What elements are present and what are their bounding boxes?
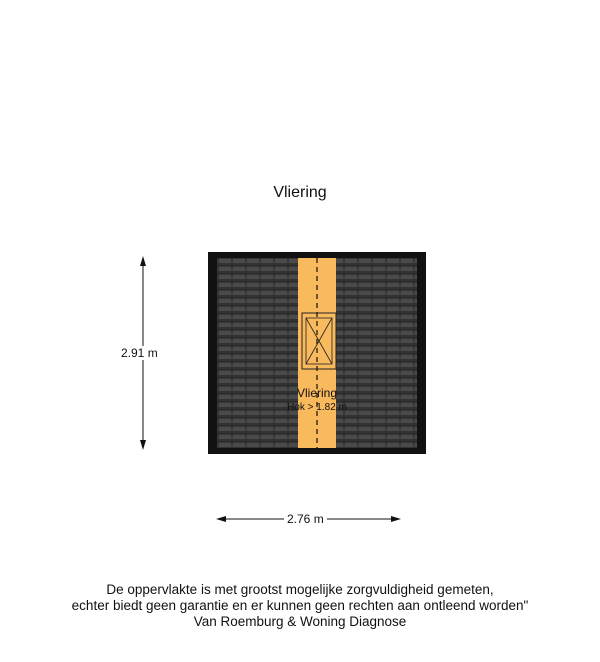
floor-title: Vliering bbox=[273, 184, 327, 201]
disclaimer bbox=[0, 582, 600, 630]
disclaimer-line-1: De oppervlakte is met grootst mogelijke zorgvuldigheid gemeten, bbox=[106, 582, 494, 597]
width-dimension-label: 2.76 m bbox=[284, 512, 327, 526]
room-name-label: Vliering bbox=[296, 386, 338, 400]
room-height-note: Hok > 1.82 m bbox=[287, 402, 347, 413]
disclaimer-line-2: echter biedt geen garantie en er kunnen geen rechten aan ontleend worden" bbox=[71, 598, 529, 613]
height-dimension-label: 2.91 m bbox=[118, 346, 161, 360]
disclaimer-line-3: Van Roemburg & Woning Diagnose bbox=[193, 614, 407, 629]
